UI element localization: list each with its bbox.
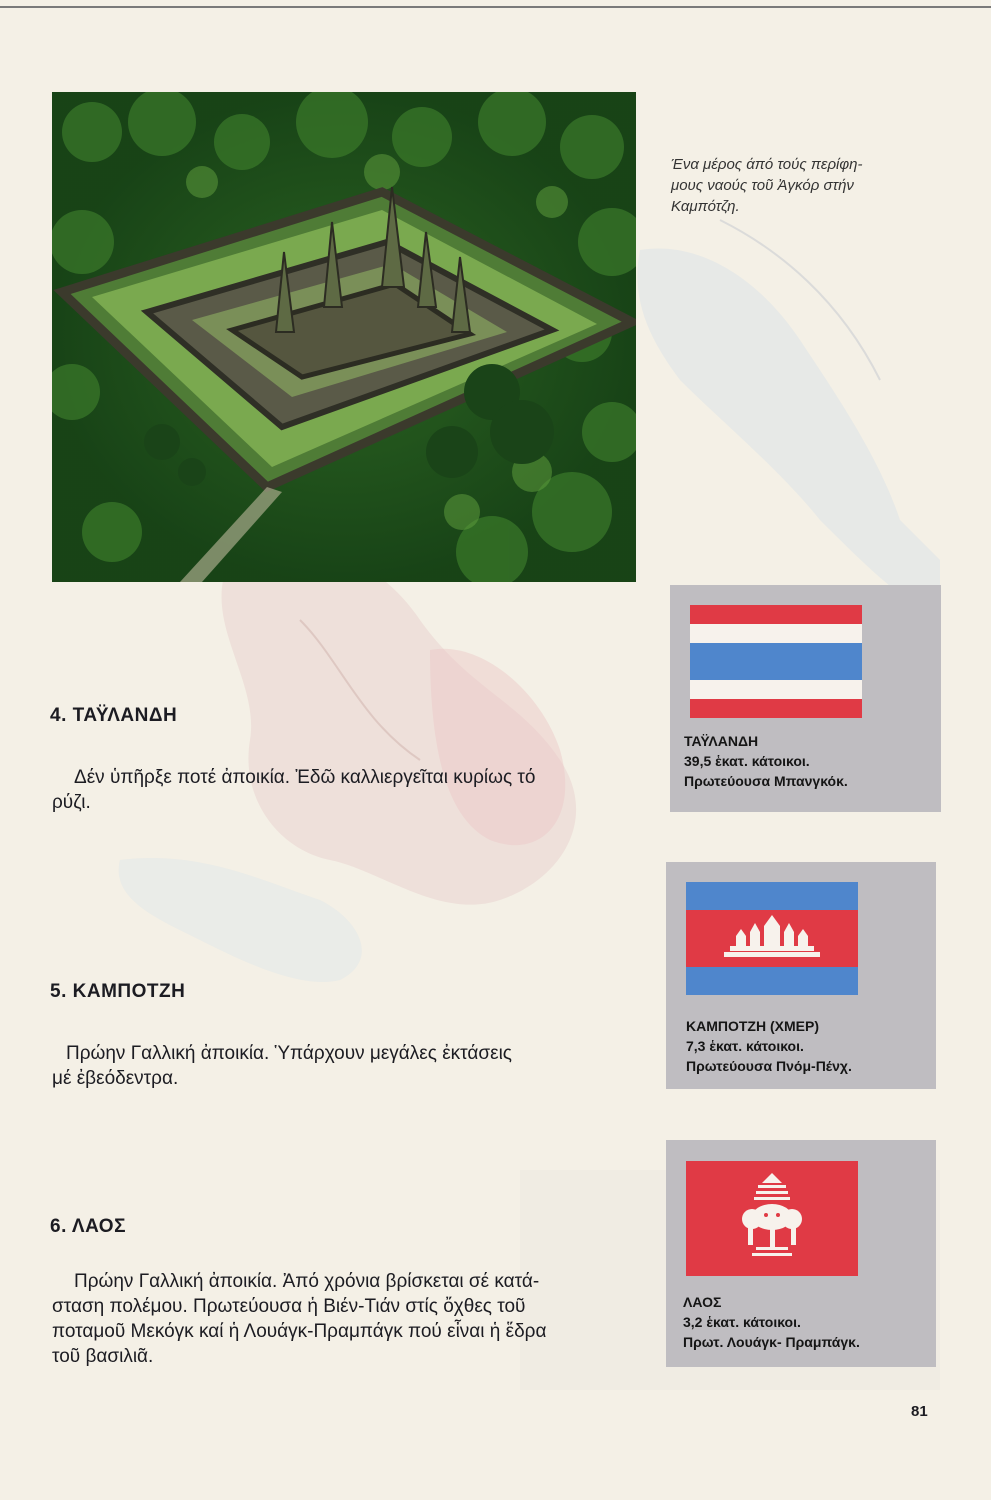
text-line: σταση πολέμου. Πρωτεύουσα ἡ Βιέν-Τιάν στίς ὄχθες τοῦ [52,1296,526,1317]
country-name: ΛΑΟΣ [683,1294,722,1310]
flag-info-cambodia [686,1016,852,1076]
section-heading-laos: 6. ΛΑΟΣ [50,1216,126,1237]
text-line: τοῦ βασιλιᾶ. [52,1346,154,1367]
section-text-laos [52,1269,546,1369]
text-line: Πρώην Γαλλική ἀποικία. Ὑπάρχουν μεγάλες ἐκτάσεις [66,1043,512,1064]
text-line: Πρώην Γαλλική ἀποικία. Ἀπό χρόνια βρίσκεται σέ κατά- [74,1271,540,1292]
country-name: ΚΑΜΠΟΤΖΗ (ΧΜΕΡ) [686,1018,819,1034]
section-text-cambodia [52,1041,512,1091]
photo-caption [671,154,956,217]
flag-card-laos [666,1140,936,1367]
section-text-thailand [52,765,535,815]
flag-info-thailand [684,731,848,791]
caption-line: μους ναούς τοῦ Ἀγκόρ στήν [671,177,854,194]
text-line: μέ ἐβεόδεντρα. [52,1068,179,1089]
thailand-flag [690,605,862,718]
population: 3,2 ἑκατ. κάτοικοι. [683,1314,801,1330]
country-name: ΤΑΫΛΑΝΔΗ [684,733,759,749]
text-line: ρύζι. [52,792,91,813]
population: 7,3 ἑκατ. κάτοικοι. [686,1038,804,1054]
flag-info-laos [683,1292,860,1352]
section-heading-thailand: 4. ΤΑΫΛΑΝΔΗ [50,705,178,726]
flag-card-thailand [670,585,941,812]
section-heading-cambodia: 5. ΚΑΜΠΟΤΖΗ [50,981,186,1002]
page-number: 81 [911,1403,928,1420]
caption-line: Ένα μέρος άπό τούς περίφη- [671,156,863,173]
laos-flag [686,1161,858,1276]
text-line: Δέν ὑπῆρξε ποτέ ἀποικία. Ἐδῶ καλλιεργεῖται κυρίως τό [74,767,536,788]
cambodia-flag [686,882,858,995]
capital: Πρωτεύουσα Πνόμ-Πένχ. [686,1058,852,1074]
caption-line: Καμπότζη. [671,198,740,215]
angkor-temple-photo [52,92,636,582]
capital: Πρωτεύουσα Μπανγκόκ. [684,773,848,789]
flag-card-cambodia [666,862,936,1089]
three-headed-elephant-icon [686,1161,858,1276]
text-line: ποταμοῦ Μεκόγκ καί ἡ Λουάγκ-Πραμπάγκ πού εἶναι ἡ ἕδρα [52,1321,547,1342]
capital: Πρωτ. Λουάγκ- Πραμπάγκ. [683,1334,860,1350]
angkor-wat-emblem-icon [686,910,858,967]
population: 39,5 ἑκατ. κάτοικοι. [684,753,810,769]
